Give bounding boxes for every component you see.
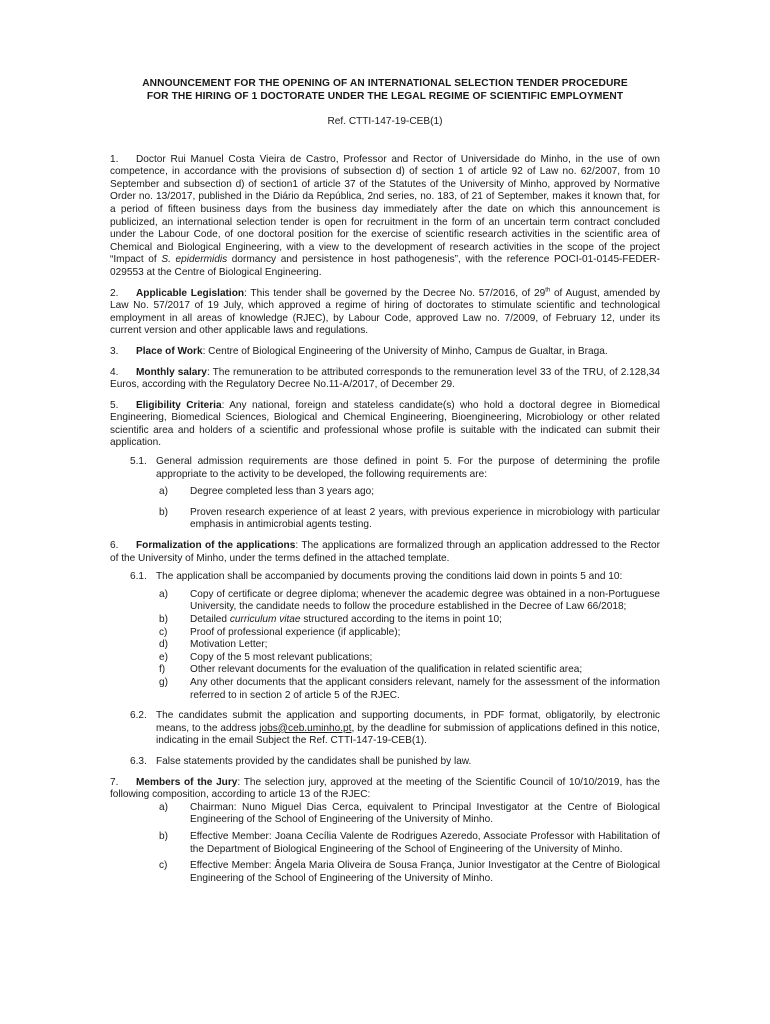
list-item-text: Proven research experience of at least 2 years, with previous experience in microbiology with particular emphasis in antimicrobial agents testing. [190, 506, 660, 531]
list-item-italic: curriculum vitae [229, 614, 301, 625]
list-item [110, 627, 660, 640]
list-item-letter: f) [159, 664, 166, 676]
section-1-text-a: Doctor Rui Manuel Costa Vieira de Castro, Professor and Rector of Universidade do Minho, in the use of own competence, in accordance with the provisions of subsection d) of section 1 of article 92 of Law no. 62/2007, from 10 September and subsection d) of section1 of article 37 of the Statutes of the University of Minho, approved by Normative Order no. 13/2017, published in the Diário da República, 2nd series, no. 183, of 21 of September, makes it known that, for a period of fifteen business days from the business day immediately after the date on which this announcement is publicized, an international selection tender is open for recruitment in the form of an uncertain term contract concluded under the Labour Code, of one doctoral position for the exercise of scientific research activities in the scientific area of Chemical and Biological Engineering, with a view to the development of research activities in the scope of the project “Impact of [110, 153, 660, 266]
section-7-label: Members of the Jury [136, 776, 238, 788]
section-3-label: Place of Work [136, 345, 203, 357]
section-3 [110, 346, 660, 359]
section-7-number: 7. [110, 776, 119, 788]
title-line-2: FOR THE HIRING OF 1 DOCTORATE UNDER THE LEGAL REGIME OF SCIENTIFIC EMPLOYMENT [146, 91, 624, 102]
list-item-letter: a) [159, 801, 168, 813]
section-4-label: Monthly salary [136, 366, 207, 378]
section-6-label: Formalization of the applications [136, 540, 296, 552]
jury-list [110, 802, 660, 886]
section-6 [110, 540, 660, 565]
list-item-text: Chairman: Nuno Miguel Dias Cerca, equivalent to Principal Investigator at the Centre of Biological Engineering of the School of Engineering of the University of Minho. [190, 801, 660, 826]
section-3-number: 3. [110, 345, 119, 357]
list-item-letter: g) [159, 676, 168, 688]
section-2-number: 2. [110, 287, 119, 299]
list-item-text-b: structured according to the items in point 10; [300, 614, 502, 625]
list-item-text: Motivation Letter; [190, 639, 268, 651]
reference-code: Ref. CTTI-147-19-CEB(1) [327, 116, 443, 127]
documents-list [110, 589, 660, 702]
section-7-text: : The selection jury, approved at the meeting of the Scientific Council of 10/10/2019, has the following composition, according to article 13 of the RJEC: [110, 776, 660, 801]
list-item-text: Other relevant documents for the evaluation of the qualification in related scientific area; [190, 664, 583, 676]
section-5-text: : Any national, foreign and stateless candidate(s) who hold a doctoral degree in Biomedical Engineering, Biomedical Sciences, Biological and Chemical Engineering, Bioengineering, Microbiology or other related scientific area and holders of a scientific and professional whose profile is suitable with the indicated can submit their application. [110, 399, 660, 449]
email-link[interactable]: jobs@ceb.uminho.pt [259, 722, 352, 734]
list-item-text: Proof of professional experience (if applicable); [190, 626, 401, 638]
list-item-text-a: Detailed [190, 614, 230, 625]
list-item [110, 507, 660, 532]
list-item-letter: b) [159, 830, 168, 842]
list-item-text: Degree completed less than 3 years ago; [190, 486, 375, 498]
list-item [110, 802, 660, 827]
list-item-text [190, 614, 660, 627]
subsection-6-2 [110, 710, 660, 748]
subsection-6-1 [110, 571, 660, 584]
list-item [110, 677, 660, 702]
section-2-text-b: of August, amended by Law No. 57/2017 of 19 July, which approved a regime of hiring of doctorates to stimulate scientific and technological employment in all areas of knowledge (RJEC), by Labour Code, approved Law no. 7/2009, of February 12, under its current version and other applicable laws and regulations. [110, 287, 660, 337]
subsection-6-1-number: 6.1. [130, 571, 147, 583]
section-1-italic: S. epidermidis [161, 254, 228, 266]
list-item [110, 652, 660, 665]
title-line-1: ANNOUNCEMENT FOR THE OPENING OF AN INTERNATIONAL SELECTION TENDER PROCEDURE [142, 78, 628, 89]
section-4-number: 4. [110, 366, 119, 378]
list-item [110, 860, 660, 885]
list-item [110, 614, 660, 627]
section-5-label: Eligibility Criteria [136, 399, 222, 411]
section-4-text: : The remuneration to be attributed corresponds to the remuneration level 33 of the TRU, of 2.128,34 Euros, according with the Regulatory Decree No.11-A/2017, of December 29. [110, 366, 660, 391]
list-item-letter: a) [159, 486, 168, 498]
list-item [110, 664, 660, 677]
document-title [110, 77, 660, 103]
list-item [110, 486, 660, 499]
section-7 [110, 777, 660, 802]
section-1 [110, 154, 660, 280]
section-2 [110, 288, 660, 338]
subsection-6-1-text: The application shall be accompanied by documents proving the conditions laid down in points 5 and 10: [156, 571, 623, 583]
section-2-superscript: th [545, 287, 551, 294]
list-item-letter: e) [159, 651, 168, 663]
subsection-6-3-text: False statements provided by the candidates shall be punished by law. [156, 755, 472, 767]
subsection-6-2-number: 6.2. [130, 710, 147, 722]
section-4 [110, 367, 660, 392]
list-item-letter: d) [159, 639, 168, 651]
section-5 [110, 400, 660, 450]
subsection-5-1-number: 5.1. [130, 456, 147, 468]
document-page [110, 77, 660, 885]
list-item-text: Any other documents that the applicant considers relevant, namely for the assessment of the information referred to in section 2 of article 5 of the RJEC. [190, 676, 660, 701]
list-item-text: Copy of certificate or degree diploma; whenever the academic degree was obtained in a non-Portuguese University, the candidate needs to follow the procedure established in the Decree of Law 66/2018; [190, 588, 660, 613]
list-item-letter: a) [159, 588, 168, 600]
list-item-letter: b) [159, 614, 168, 625]
list-item-letter: c) [159, 626, 168, 638]
list-item [110, 831, 660, 856]
section-2-label: Applicable Legislation [136, 287, 245, 299]
requirements-list [110, 486, 660, 532]
section-3-text: : Centre of Biological Engineering of the University of Minho, Campus de Gualtar, in Braga. [202, 345, 608, 357]
section-1-number: 1. [110, 153, 119, 165]
section-5-number: 5. [110, 399, 119, 411]
list-item-text: Effective Member: Joana Cecília Valente de Rodrigues Azeredo, Associate Professor with Habilitation of the Department of Biological Engineering of the School of Engineering of the University of Minho. [190, 830, 660, 855]
list-item-letter: b) [159, 506, 168, 518]
section-6-number: 6. [110, 540, 119, 552]
list-item-text: Effective Member: Ângela Maria Oliveira de Sousa França, Junior Investigator at the Centre of Biological Engineering of the School of Engineering of the University of Minho. [190, 860, 660, 884]
list-item [110, 639, 660, 652]
subsection-6-3 [110, 756, 660, 769]
list-item-text: Copy of the 5 most relevant publications; [190, 651, 373, 663]
subsection-6-2-text-b: , by the deadline for submission of applications defined in this notice, indicating in the email Subject the Ref. CTTI-147-19-CEB(1). [156, 722, 660, 747]
section-2-text-a: : This tender shall be governed by the Decree No. 57/2016, of 29 [244, 287, 546, 299]
list-item [110, 589, 660, 614]
subsection-5-1-text: General admission requirements are those defined in point 5. For the purpose of determining the profile appropriate to the activity to be developed, the following requirements are: [156, 456, 660, 480]
list-item-letter: c) [159, 860, 168, 872]
subsection-6-2-text-a: The candidates submit the application and supporting documents, in PDF format, obligatorily, by electronic means, to the address [156, 710, 660, 734]
subsection-5-1 [110, 456, 660, 481]
section-1-text-b: dormancy and persistence in host pathogenesis”, with the reference POCI-01-0145-FEDER-029553 at the Centre of Biological Engineering. [110, 254, 660, 278]
subsection-6-3-number: 6.3. [130, 755, 147, 767]
subsection-6-2-text [156, 710, 660, 748]
section-6-text: : The applications are formalized through an application addressed to the Rector of the University of Minho, under the terms defined in the attached template. [110, 540, 660, 564]
